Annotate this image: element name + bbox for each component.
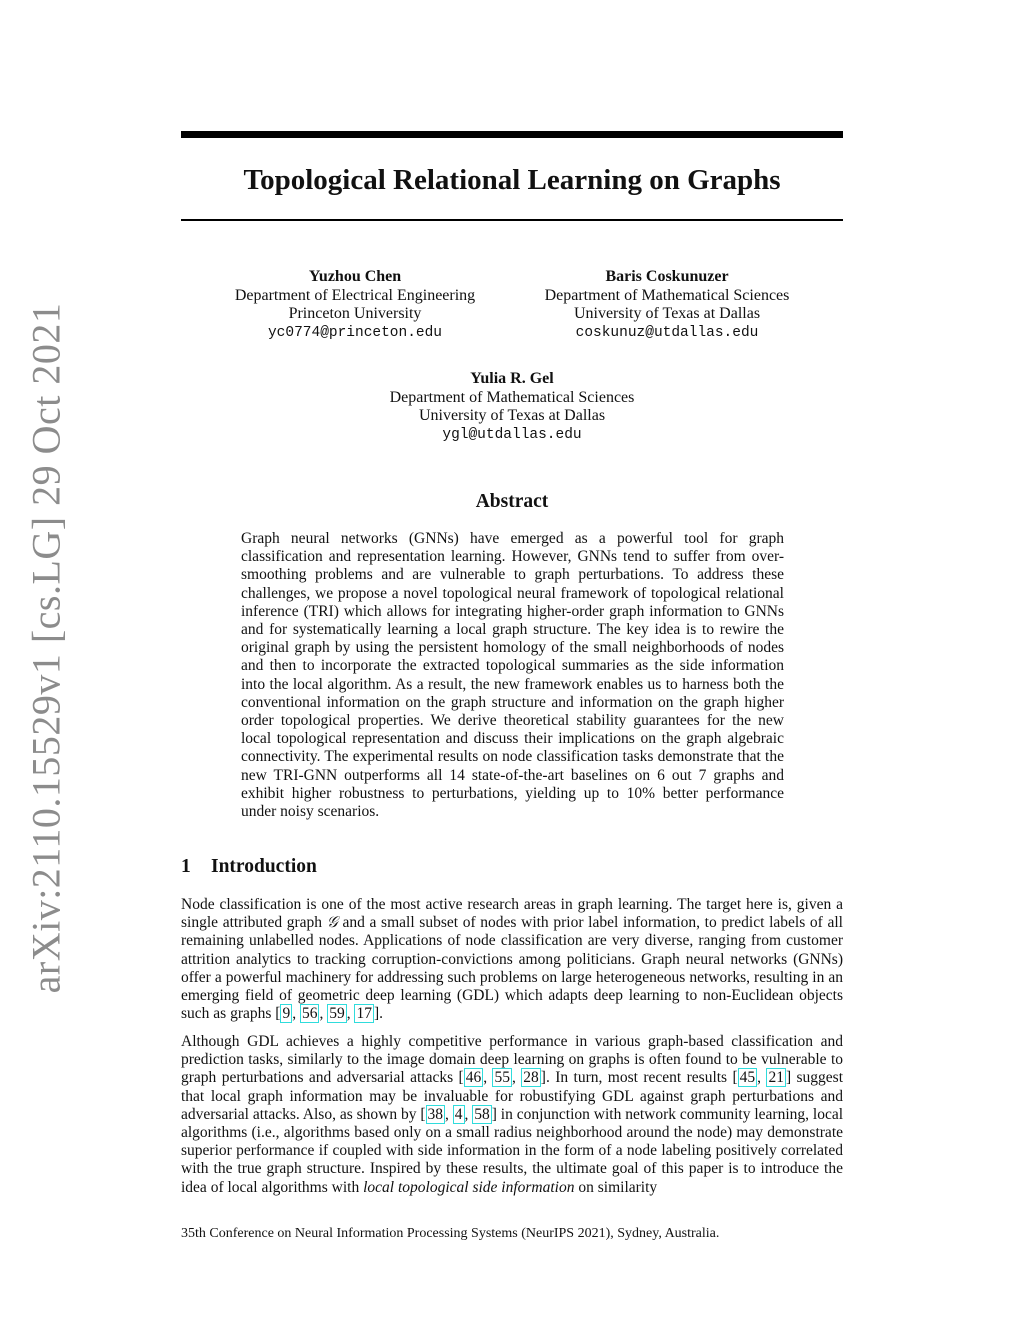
intro-paragraph: Although GDL achieves a highly competitive performance in various graph-based classification and prediction tasks, similarly to the image domain deep learning on graphs is often found to be vulnerable to graph perturbations and adversarial attacks [ 46 , 55 , 28 ]. In turn, most recent results [ 45 , 21 ] suggest that local graph information may be invaluable for robustifying GDL against graph perturbations and adversarial attacks. Also, as shown by [ 38 , 4 , 58 ] in conjunction with network community learning, local algorithms (i.e., algorithms based only on a small radius neighborhood around the node) may demonstrate superior performance if coupled with side information in the form of a node labeling positively correlated with the true graph structure. Inspired by these results, the ultimate goal of this paper is to introduce the idea of local algorithms with local topological side information on similarity — [181, 1033, 844, 1196]
author-department: Department of Electrical Engineering — [234, 286, 476, 304]
citation-link[interactable]: 9 — [282, 1005, 291, 1023]
author-block — [517, 268, 817, 342]
citation-link[interactable]: 21 — [768, 1069, 784, 1087]
citation-link[interactable]: 38 — [427, 1105, 443, 1123]
author-name: Baris Coskunuzer — [605, 268, 729, 285]
citation-link[interactable]: 59 — [329, 1005, 345, 1023]
graph-symbol: 𝒢 — [326, 914, 338, 932]
author-block — [362, 370, 662, 444]
citation-link[interactable]: 46 — [465, 1069, 482, 1087]
citation-link[interactable]: 45 — [739, 1069, 756, 1087]
paragraph-text: and a small subset of nodes with prior label information, to predict labels of all remaining unlabelled nodes. Applications of node classification are very diverse, ranging from customer attrition analytics to tracking corruption-convictions among politicians. Graph neural networks (GNNs) offer a powerful machinery for addressing such problems on large heterogeneous networks, resulting in an emerging field of geometric deep learning (GDL) which adapts deep learning to non-Euclidean objects such as graphs [ — [181, 914, 843, 1023]
citation-link[interactable]: 17 — [356, 1005, 372, 1023]
paper-title: Topological Relational Learning on Graphs — [243, 164, 781, 196]
citation-link[interactable]: 4 — [454, 1105, 463, 1123]
paragraph-text: on similarity — [574, 1178, 658, 1196]
author-department: Department of Mathematical Sciences — [544, 286, 790, 304]
paragraph-text: ] suggest that local graph information may be invaluable for robustifying GDL against graph perturbations and adversarial attacks. Also, as shown by [ — [181, 1069, 844, 1123]
author-affiliation: University of Texas at Dallas — [573, 305, 761, 322]
citation-link[interactable]: 55 — [494, 1069, 510, 1087]
emphasized-text: local topological side information — [363, 1178, 575, 1196]
author-department: Department of Mathematical Sciences — [389, 388, 635, 406]
arxiv-identifier-stamp: arXiv:2110.15529v1 [cs.LG] 29 Oct 2021 — [23, 302, 69, 994]
author-email: ygl@utdallas.edu — [442, 426, 582, 443]
conference-footnote: 35th Conference on Neural Information Processing Systems (NeurIPS 2021), Sydney, Australia. — [181, 1226, 720, 1241]
citation-link[interactable]: 56 — [301, 1005, 318, 1023]
citation-link[interactable]: 58 — [474, 1105, 490, 1123]
title-rule-bottom — [181, 219, 843, 221]
paragraph-text: ] in conjunction with network community learning, local algorithms (i.e., algorithms based only on a small radius neighborhood around the node) may demonstrate superior performance if coupled with side information in the form of a node labeling positively correlated with the true graph structure. Inspired by these results, the ultimate goal of this paper is to introduce the idea of local algorithms with — [181, 1105, 844, 1196]
author-name: Yulia R. Gel — [470, 370, 554, 387]
paragraph-text: ]. — [373, 1005, 383, 1023]
author-name: Yuzhou Chen — [308, 268, 402, 285]
intro-paragraph: Node classification is one of the most active research areas in graph learning. The target here is, given a single attributed graph 𝒢 and a small subset of nodes with prior label information, to predict labels of all remaining unlabelled nodes. Applications of node classification are very diverse, ranging from customer attrition analytics to tracking corruption-convictions among politicians. Graph neural networks (GNNs) offer a powerful machinery for addressing such problems on large heterogeneous networks, resulting in an emerging field of geometric deep learning (GDL) which adapts deep learning to non-Euclidean objects such as graphs [ 9 , 56 , 59 , 17 ]. — [181, 896, 843, 1023]
author-affiliation: University of Texas at Dallas — [418, 407, 606, 424]
author-affiliation: Princeton University — [288, 305, 422, 322]
section-number: 1 — [181, 856, 191, 877]
author-block — [205, 268, 505, 342]
title-rule-top — [181, 131, 843, 138]
abstract-text: Graph neural networks (GNNs) have emerged as a powerful tool for graph classification and representation learning. However, GNNs tend to suffer from over-smoothing problems and are vulnerable to graph perturbations. To address these challenges, we propose a novel topological neural framework of topological relational inference (TRI) which allows for integrating higher-order graph information to GNNs and for systematically learning a local graph structure. The key idea is to rewire the original graph by using the persistent homology of the small neighborhoods of nodes and then to incorporate the extracted topological summaries as the side information into the local algorithm. As a result, the new framework enables us to harness both the conventional information on the graph structure and information on the graph higher order topological properties. We derive theoretical stability guarantees for the new local topological representation and discuss their implications on the graph algebraic connectivity. The experimental results on node classification tasks demonstrate that the new TRI-GNN outperforms all 14 state-of-the-art baselines on 6 out 7 graphs and exhibit higher robustness to perturbations, yielding up to 10% better performance under noisy scenarios. — [241, 530, 784, 821]
paragraph-text: Node classification is one of the most active research areas in graph learning. The target here is, given a single attributed graph — [181, 896, 843, 932]
paragraph-text: ]. In turn, most recent results [ — [540, 1069, 738, 1087]
author-email: yc0774@princeton.edu — [267, 324, 443, 341]
citation-link[interactable]: 28 — [523, 1069, 539, 1087]
abstract-heading: Abstract — [475, 491, 549, 512]
paragraph-text: Although GDL achieves a highly competitive performance in various graph-based classification and prediction tasks, similarly to the image domain deep learning on graphs is often found to be vulnerable to graph perturbations and adversarial attacks [ — [181, 1033, 843, 1087]
section-heading — [181, 855, 317, 879]
section-title: Introduction — [211, 856, 317, 877]
author-email: coskunuz@utdallas.edu — [575, 324, 759, 341]
